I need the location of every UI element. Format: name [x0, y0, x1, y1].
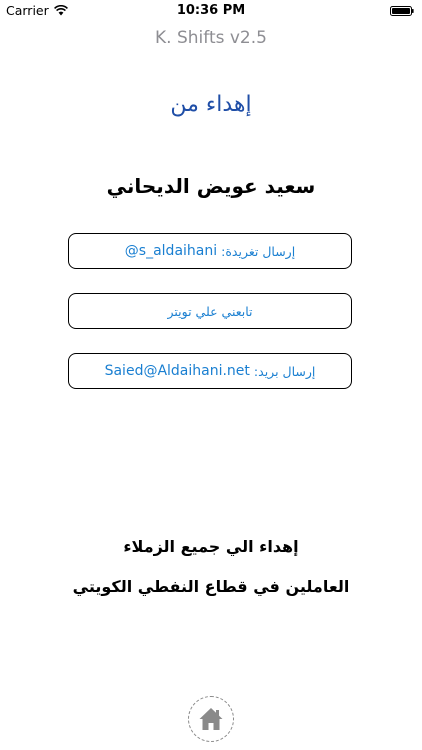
send-tweet-button[interactable] [68, 233, 352, 269]
battery-icon [390, 6, 414, 16]
dedication-from-heading: إهداء من [170, 92, 252, 117]
author-name: سعيد عويض الديحاني [106, 174, 316, 198]
home-button[interactable] [188, 696, 234, 742]
send-email-label: إرسال بريد: [253, 363, 316, 379]
follow-twitter-button[interactable] [68, 293, 352, 329]
dedication-line-2: العاملين في قطاع النفطي الكويتي [72, 577, 350, 596]
send-tweet-label: إرسال تغريدة: [221, 243, 296, 259]
follow-twitter-label: تابعني علي تويتر [167, 303, 253, 319]
status-time: 10:36 PM [176, 3, 246, 18]
send-email-button[interactable] [68, 353, 352, 389]
nav-title: K. Shifts v2.5 [155, 28, 267, 48]
dedication-line-1: إهداء الي جميع الزملاء [123, 537, 299, 556]
email-address: Saied@Aldaihani.net [104, 363, 250, 379]
home-icon [197, 705, 225, 733]
carrier-label: Carrier [6, 3, 49, 18]
status-bar [0, 0, 422, 22]
twitter-handle: @s_aldaihani [124, 243, 218, 259]
